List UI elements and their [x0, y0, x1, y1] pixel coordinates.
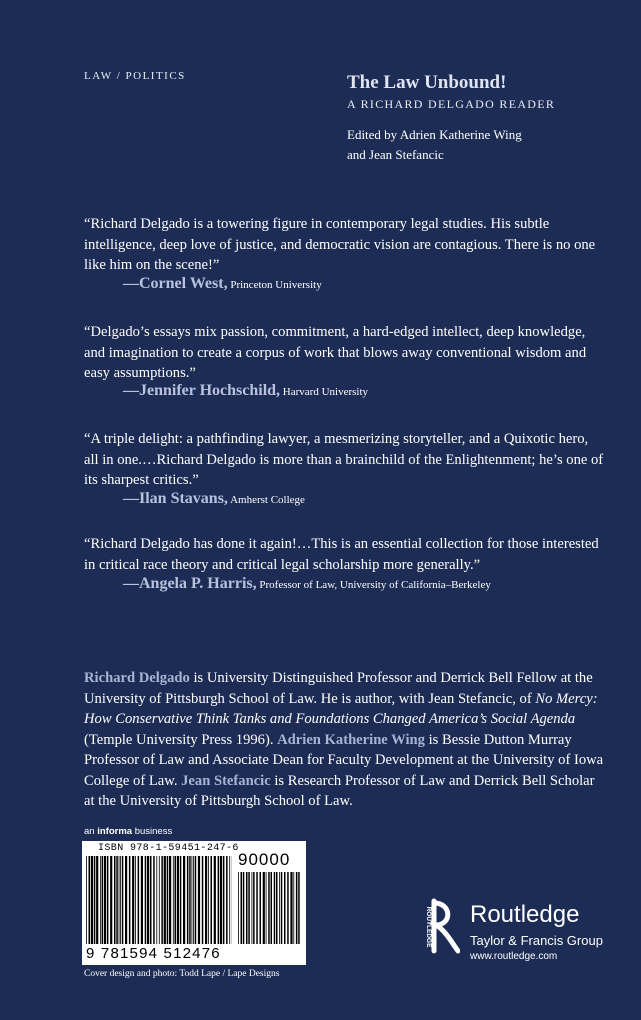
editors	[347, 125, 522, 165]
barcode-bar	[177, 856, 179, 944]
barcode-bar	[119, 856, 120, 944]
barcode-bar	[104, 856, 106, 944]
author-bio	[84, 668, 604, 812]
barcode-bar	[107, 856, 109, 944]
attribution-name: —Ilan Stavans,	[123, 490, 228, 507]
bio-text: is Research Professor of Law and Derrick Bell Scholar at the University of Pittsburgh School of Law.	[84, 772, 595, 809]
blurb-quote: “Richard Delgado has done it again!…This is an essential collection for those interested in critical race theory and critical legal scholarship more generally.”	[84, 536, 599, 573]
barcode-bar	[266, 872, 267, 944]
publisher-url: www.routledge.com	[470, 951, 558, 962]
bio-text: (Temple University Press 1996).	[84, 731, 278, 748]
barcode-bar	[100, 856, 101, 944]
barcode-bar	[214, 856, 216, 944]
attribution-name: —Angela P. Harris,	[123, 575, 257, 592]
barcode-bar	[274, 872, 276, 944]
barcode-bar	[135, 856, 136, 944]
barcode-bar	[229, 856, 230, 944]
barcode-bar	[89, 856, 91, 944]
barcode-bar	[161, 856, 163, 944]
barcode-bar	[195, 856, 197, 944]
barcode-bar	[145, 856, 147, 944]
barcode-bar	[226, 856, 228, 944]
barcode-bar	[164, 856, 166, 944]
blurb-quote: “A triple delight: a pathfinding lawyer, a mesmerizing storyteller, and a Quixotic hero, all in one.…Richard Delgado is more than a brainchild of the Enlightenment; he’s one of its sharpest critics.”	[84, 431, 604, 488]
publisher-group: Taylor & Francis Group	[470, 933, 603, 948]
author-name: Richard Delgado	[84, 670, 190, 686]
barcode-bar	[268, 872, 270, 944]
barcode-bar	[281, 872, 283, 944]
blurb-attribution	[123, 490, 305, 508]
barcode-bar	[298, 872, 300, 944]
bio-text: is University Distinguished Professor and Derrick Bell Fellow at the University of Pittsburgh School of Law. He is author, with Jean Stefancic, of	[84, 670, 593, 707]
barcode-bar	[211, 856, 213, 944]
barcode-bar	[193, 856, 194, 944]
barcode-bar	[167, 856, 169, 944]
barcode-bar	[296, 872, 298, 944]
blurb-quote: “Richard Delgado is a towering figure in contemporary legal studies. His subtle intelligence, deep love of justice, and democratic vision are contagious. There is no one like him on the scene!”	[84, 216, 596, 273]
barcode-bar	[263, 872, 265, 944]
barcode-bar	[208, 856, 209, 944]
barcode-bar	[192, 856, 193, 944]
barcode-bar	[189, 856, 191, 944]
blurb-attribution	[123, 575, 491, 593]
barcode-bar	[132, 856, 134, 944]
barcode-bar	[122, 856, 124, 944]
barcode-bar	[183, 856, 185, 944]
barcode-bar	[125, 856, 127, 944]
price-barcode-bars	[238, 872, 300, 944]
barcode-bar	[287, 872, 289, 944]
barcode-bar	[293, 872, 294, 944]
cover-credit: Cover design and photo: Todd Lape / Lape Designs	[84, 969, 280, 979]
barcode-bar	[116, 856, 118, 944]
barcode-bar	[223, 856, 225, 944]
barcode-bar	[175, 856, 177, 944]
author-name: Adrien Katherine Wing	[277, 731, 425, 748]
informa-suffix: business	[132, 826, 173, 837]
book-subtitle: A RICHARD DELGADO READER	[347, 97, 556, 111]
barcode-bar	[284, 872, 286, 944]
barcode-bar	[180, 856, 182, 944]
barcode-bar	[276, 872, 278, 944]
barcode-bar	[138, 856, 140, 944]
barcode-bar	[218, 856, 220, 944]
routledge-logo-icon	[418, 897, 460, 955]
barcode-bar	[94, 856, 96, 944]
barcode-bars	[86, 856, 232, 944]
barcode-bar	[169, 856, 171, 944]
barcode-bar	[147, 856, 149, 944]
barcode-bar	[102, 856, 104, 944]
barcode-bar	[202, 856, 204, 944]
barcode-bar	[110, 856, 112, 944]
attribution-affiliation: Amherst College	[230, 494, 305, 506]
blurb-quote: “Delgado’s essays mix passion, commitment, a hard-edged intellect, deep knowledge, and imagination to create a corpus of work that blows away conventional wisdom and easy assumptions.”	[84, 324, 587, 381]
barcode-bar	[153, 856, 155, 944]
barcode-bar	[243, 872, 245, 944]
barcode-bar	[238, 872, 239, 944]
publisher-name: Routledge	[470, 901, 580, 928]
barcode-bar	[129, 856, 131, 944]
price-code: 90000	[238, 850, 291, 869]
editors-line-1: Edited by Adrien Katherine Wing	[347, 127, 522, 142]
barcode-bar	[198, 856, 200, 944]
barcode-bar	[256, 872, 258, 944]
author-name: Jean Stefancic	[181, 772, 271, 789]
barcode-bar	[91, 856, 93, 944]
barcode-bar	[279, 872, 280, 944]
barcode-bar	[120, 856, 121, 944]
informa-prefix: an	[84, 826, 98, 837]
barcode-bar	[241, 872, 243, 944]
attribution-name: —Jennifer Hochschild,	[123, 382, 281, 399]
attribution-affiliation: Princeton University	[230, 279, 322, 291]
barcode-bar	[290, 872, 292, 944]
barcode-bar	[205, 856, 207, 944]
barcode-bar	[246, 872, 248, 944]
book-title: The Law Unbound!	[347, 72, 507, 93]
barcode-bar	[96, 856, 98, 944]
barcode-bar	[159, 856, 160, 944]
attribution-name: —Cornel West,	[123, 275, 228, 292]
editors-line-2: and Jean Stefancic	[347, 147, 444, 162]
attribution-affiliation: Harvard University	[282, 386, 369, 398]
barcode-bar	[86, 856, 87, 944]
book-reference: No Mercy: How Conservative Think Tanks and Foundations Changed America’s Social Agenda	[84, 690, 598, 727]
category-label: LAW / POLITICS	[84, 70, 186, 82]
barcode-bar	[173, 856, 174, 944]
barcode-bar	[220, 856, 222, 944]
barcode-bar	[253, 872, 255, 944]
barcode-bar	[156, 856, 157, 944]
blurb-attribution	[123, 382, 368, 400]
bio-text: is Bessie Dutton Murray Professor of Law and Associate Dean for Faculty Development at the University of Iowa College of Law.	[84, 731, 604, 789]
barcode-bar	[187, 856, 189, 944]
barcode-bar	[271, 872, 273, 944]
barcode-bar	[252, 872, 253, 944]
blurb-attribution	[123, 275, 322, 293]
informa-word: informa	[97, 826, 133, 837]
barcode-bar	[114, 856, 116, 944]
barcode-bar	[141, 856, 143, 944]
barcode-bar	[150, 856, 152, 944]
isbn-label: ISBN 978-1-59451-247-6	[98, 843, 239, 854]
attribution-affiliation: Professor of Law, University of California–Berkeley	[259, 579, 491, 591]
isbn-digits: 9 781594 512476	[86, 945, 221, 962]
barcode-bar	[260, 872, 262, 944]
barcode-bar	[248, 872, 250, 944]
logo-vertical-text: ROUTLEDGE	[425, 906, 432, 948]
informa-tagline	[84, 826, 172, 837]
